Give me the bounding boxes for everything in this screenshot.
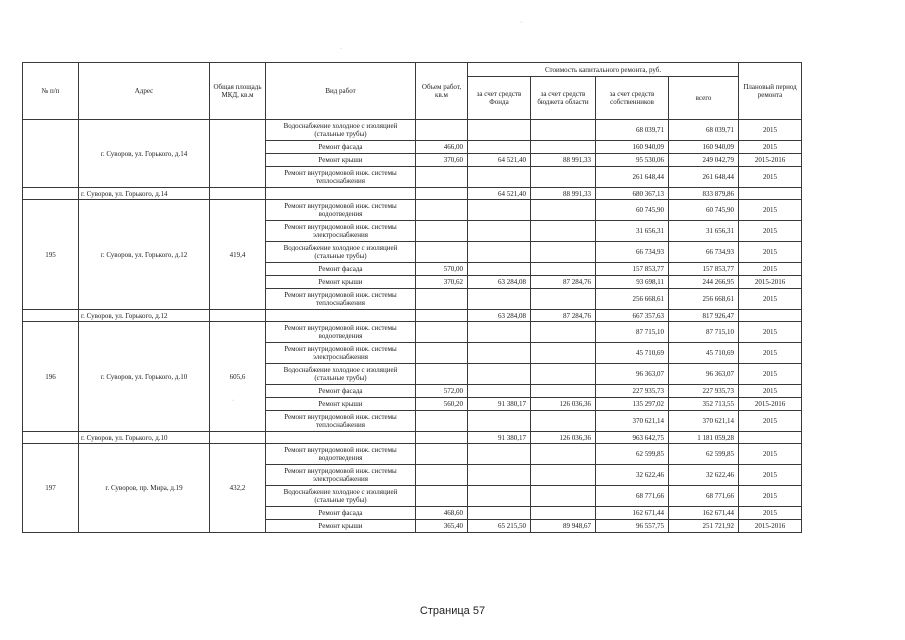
cell-volume — [416, 444, 468, 465]
cell-fund — [468, 486, 531, 507]
empty-cell — [266, 310, 416, 322]
cell-own: 62 599,85 — [596, 444, 669, 465]
cell-total: 62 599,85 — [669, 444, 739, 465]
cell-budget — [531, 221, 596, 242]
total-budget: 88 991,33 — [531, 188, 596, 200]
cell-fund: 91 380,17 — [468, 398, 531, 411]
total-total: 817 926,47 — [669, 310, 739, 322]
empty-cell — [210, 310, 266, 322]
cell-period: 2015 — [739, 385, 802, 398]
cell-own: 370 621,14 — [596, 411, 669, 432]
total-label: г. Суворов, ул. Горького, д.12 — [79, 310, 210, 322]
cell-period: 2015 — [739, 167, 802, 188]
total-total: 833 879,86 — [669, 188, 739, 200]
cell-period: 2015 — [739, 507, 802, 520]
scan-speck: · — [340, 46, 342, 52]
cell-budget — [531, 242, 596, 263]
cell-fund — [468, 242, 531, 263]
row-number: 196 — [23, 322, 79, 432]
cell-total: 370 621,14 — [669, 411, 739, 432]
row-number: 195 — [23, 200, 79, 310]
cell-total: 45 710,69 — [669, 343, 739, 364]
cell-own: 162 671,44 — [596, 507, 669, 520]
cell-budget: 88 991,33 — [531, 154, 596, 167]
cell-work: Водоснабжение холодное с изоляцией (стальные трубы) — [266, 120, 416, 141]
cell-period: 2015 — [739, 444, 802, 465]
cell-fund — [468, 322, 531, 343]
total-own: 667 357,63 — [596, 310, 669, 322]
total-fund: 91 380,17 — [468, 432, 531, 444]
cell-total: 68 771,66 — [669, 486, 739, 507]
cell-work: Ремонт фасада — [266, 141, 416, 154]
cell-total: 157 853,77 — [669, 263, 739, 276]
cell-own: 60 745,90 — [596, 200, 669, 221]
cell-fund — [468, 364, 531, 385]
total-own: 963 642,75 — [596, 432, 669, 444]
page-number: Страница 57 — [419, 605, 486, 617]
cell-total: 352 713,55 — [669, 398, 739, 411]
cell-volume — [416, 343, 468, 364]
table-row — [23, 444, 802, 465]
cell-budget — [531, 444, 596, 465]
cell-volume: 560,20 — [416, 398, 468, 411]
cell-work: Ремонт внутридомовой инж. системы теплоснабжения — [266, 289, 416, 310]
row-address: г. Суворов, ул. Горького, д.10 — [79, 322, 210, 432]
cell-fund — [468, 263, 531, 276]
total-budget: 126 036,36 — [531, 432, 596, 444]
empty-cell — [739, 310, 802, 322]
cell-volume — [416, 322, 468, 343]
row-address: г. Суворов, пр. Мира, д.19 — [79, 444, 210, 533]
cell-period: 2015 — [739, 263, 802, 276]
total-total: 1 181 059,28 — [669, 432, 739, 444]
cell-fund — [468, 385, 531, 398]
cell-fund — [468, 141, 531, 154]
cell-work: Ремонт фасада — [266, 263, 416, 276]
empty-cell — [416, 310, 468, 322]
cell-work: Ремонт внутридомовой инж. системы водоотведения — [266, 200, 416, 221]
table-row — [23, 120, 802, 141]
cell-work: Ремонт крыши — [266, 520, 416, 533]
cell-budget — [531, 385, 596, 398]
table-body — [23, 120, 802, 533]
empty-cell — [266, 188, 416, 200]
row-address: г. Суворов, ул. Горького, д.14 — [79, 120, 210, 188]
cell-fund — [468, 221, 531, 242]
cell-budget — [531, 141, 596, 154]
cell-fund — [468, 507, 531, 520]
cell-work: Ремонт внутридомовой инж. системы водоотведения — [266, 444, 416, 465]
cell-volume: 466,00 — [416, 141, 468, 154]
cell-fund — [468, 167, 531, 188]
header-cost-group: Стоимость капитального ремонта, руб. — [468, 63, 739, 77]
cell-volume — [416, 411, 468, 432]
cell-period: 2015 — [739, 120, 802, 141]
header-total: всего — [669, 77, 739, 120]
cell-work: Ремонт внутридомовой инж. системы водоотведения — [266, 322, 416, 343]
cell-total: 96 363,07 — [669, 364, 739, 385]
cell-work: Ремонт внутридомовой инж. системы электроснабжения — [266, 221, 416, 242]
header-fund: за счет средств Фонда — [468, 77, 531, 120]
cell-own: 227 935,73 — [596, 385, 669, 398]
cell-fund: 63 284,08 — [468, 276, 531, 289]
cell-total: 261 648,44 — [669, 167, 739, 188]
cell-work: Ремонт внутридомовой инж. системы электроснабжения — [266, 465, 416, 486]
total-fund: 63 284,08 — [468, 310, 531, 322]
cell-period: 2015 — [739, 200, 802, 221]
cell-budget — [531, 507, 596, 520]
cell-fund — [468, 444, 531, 465]
cell-total: 244 266,95 — [669, 276, 739, 289]
header-period: Плановый период ремонта — [739, 63, 802, 120]
row-area: 605,6 — [210, 322, 266, 432]
table-header — [23, 63, 802, 120]
header-own: за счет средств собственников — [596, 77, 669, 120]
cell-period: 2015 — [739, 465, 802, 486]
cell-fund — [468, 200, 531, 221]
row-number: 197 — [23, 444, 79, 533]
cell-period: 2015 — [739, 343, 802, 364]
cell-budget — [531, 411, 596, 432]
cell-own: 256 668,61 — [596, 289, 669, 310]
cell-volume — [416, 221, 468, 242]
cell-fund — [468, 411, 531, 432]
cell-volume: 370,62 — [416, 276, 468, 289]
cell-period: 2015-2016 — [739, 398, 802, 411]
header-work: Вид работ — [266, 63, 416, 120]
cell-own: 68 771,66 — [596, 486, 669, 507]
cell-period: 2015 — [739, 242, 802, 263]
cell-volume — [416, 242, 468, 263]
cell-own: 31 656,31 — [596, 221, 669, 242]
cell-volume — [416, 167, 468, 188]
empty-cell — [739, 432, 802, 444]
cell-work: Водоснабжение холодное с изоляцией (стальные трубы) — [266, 364, 416, 385]
header-address: Адрес — [79, 63, 210, 120]
empty-cell — [266, 432, 416, 444]
cell-period: 2015-2016 — [739, 520, 802, 533]
cell-budget — [531, 343, 596, 364]
cell-fund — [468, 120, 531, 141]
empty-cell — [23, 310, 79, 322]
cell-period: 2015 — [739, 221, 802, 242]
cell-work: Водоснабжение холодное с изоляцией (стальные трубы) — [266, 242, 416, 263]
cell-budget — [531, 200, 596, 221]
cell-budget — [531, 289, 596, 310]
cell-total: 32 622,46 — [669, 465, 739, 486]
cell-own: 96 557,75 — [596, 520, 669, 533]
cell-period: 2015 — [739, 322, 802, 343]
cell-own: 261 648,44 — [596, 167, 669, 188]
empty-cell — [739, 188, 802, 200]
cell-total: 160 940,09 — [669, 141, 739, 154]
total-row — [23, 310, 802, 322]
row-area: 419,4 — [210, 200, 266, 310]
cell-period: 2015 — [739, 289, 802, 310]
scan-speck: · — [520, 20, 522, 26]
cell-period: 2015 — [739, 486, 802, 507]
total-label: г. Суворов, ул. Горького, д.10 — [79, 432, 210, 444]
cell-budget: 87 284,76 — [531, 276, 596, 289]
cell-period: 2015 — [739, 411, 802, 432]
cell-total: 162 671,44 — [669, 507, 739, 520]
cell-total: 87 715,10 — [669, 322, 739, 343]
header-volume: Объем работ, кв.м — [416, 63, 468, 120]
cell-period: 2015 — [739, 364, 802, 385]
cell-total: 251 721,92 — [669, 520, 739, 533]
row-address: г. Суворов, ул. Горького, д.12 — [79, 200, 210, 310]
empty-cell — [416, 188, 468, 200]
cell-total: 256 668,61 — [669, 289, 739, 310]
row-number — [23, 120, 79, 188]
empty-cell — [210, 188, 266, 200]
table-row — [23, 200, 802, 221]
cell-total: 227 935,73 — [669, 385, 739, 398]
cell-volume: 570,00 — [416, 263, 468, 276]
cell-volume: 572,00 — [416, 385, 468, 398]
cell-budget — [531, 167, 596, 188]
cell-own: 135 297,02 — [596, 398, 669, 411]
cell-volume: 370,60 — [416, 154, 468, 167]
empty-cell — [416, 432, 468, 444]
cell-own: 66 734,93 — [596, 242, 669, 263]
cell-volume — [416, 289, 468, 310]
cell-volume — [416, 486, 468, 507]
table-row — [23, 322, 802, 343]
cell-work: Водоснабжение холодное с изоляцией (стальные трубы) — [266, 486, 416, 507]
total-own: 680 367,13 — [596, 188, 669, 200]
row-area — [210, 120, 266, 188]
cell-work: Ремонт фасада — [266, 385, 416, 398]
row-area: 432,2 — [210, 444, 266, 533]
total-row — [23, 188, 802, 200]
cell-fund — [468, 343, 531, 364]
cell-total: 60 745,90 — [669, 200, 739, 221]
cell-volume — [416, 364, 468, 385]
cell-work: Ремонт фасада — [266, 507, 416, 520]
cell-budget — [531, 322, 596, 343]
cell-budget — [531, 486, 596, 507]
total-fund: 64 521,40 — [468, 188, 531, 200]
cell-volume: 468,60 — [416, 507, 468, 520]
cell-fund — [468, 465, 531, 486]
cell-own: 95 530,06 — [596, 154, 669, 167]
cell-own: 160 940,09 — [596, 141, 669, 154]
cell-work: Ремонт крыши — [266, 276, 416, 289]
cell-volume: 365,40 — [416, 520, 468, 533]
cell-total: 249 042,79 — [669, 154, 739, 167]
cell-period: 2015-2016 — [739, 154, 802, 167]
cell-own: 87 715,10 — [596, 322, 669, 343]
cell-volume — [416, 465, 468, 486]
total-label: г. Суворов, ул. Горького, д.14 — [79, 188, 210, 200]
cell-budget — [531, 120, 596, 141]
cell-fund: 64 521,40 — [468, 154, 531, 167]
cell-own: 157 853,77 — [596, 263, 669, 276]
cell-own: 32 622,46 — [596, 465, 669, 486]
empty-cell — [210, 432, 266, 444]
cell-own: 96 363,07 — [596, 364, 669, 385]
total-row — [23, 432, 802, 444]
empty-cell — [23, 188, 79, 200]
cell-work: Ремонт крыши — [266, 154, 416, 167]
cell-budget — [531, 263, 596, 276]
cell-work: Ремонт внутридомовой инж. системы электроснабжения — [266, 343, 416, 364]
total-budget: 87 284,76 — [531, 310, 596, 322]
cell-total: 68 039,71 — [669, 120, 739, 141]
scan-speck: · — [232, 398, 234, 404]
cell-fund — [468, 289, 531, 310]
cell-total: 66 734,93 — [669, 242, 739, 263]
cell-own: 93 698,11 — [596, 276, 669, 289]
header-area: Общая площадь МКД, кв.м — [210, 63, 266, 120]
repair-table — [22, 62, 802, 533]
cell-period: 2015 — [739, 141, 802, 154]
cell-work: Ремонт крыши — [266, 398, 416, 411]
cell-volume — [416, 120, 468, 141]
cell-own: 45 710,69 — [596, 343, 669, 364]
header-num: № п/п — [23, 63, 79, 120]
cell-work: Ремонт внутридомовой инж. системы теплоснабжения — [266, 411, 416, 432]
cell-budget: 126 036,36 — [531, 398, 596, 411]
cell-budget — [531, 465, 596, 486]
cell-work: Ремонт внутридомовой инж. системы теплоснабжения — [266, 167, 416, 188]
cell-fund: 65 215,50 — [468, 520, 531, 533]
cell-total: 31 656,31 — [669, 221, 739, 242]
cell-budget: 89 948,67 — [531, 520, 596, 533]
header-budget: за счет средств бюджета области — [531, 77, 596, 120]
cell-own: 68 039,71 — [596, 120, 669, 141]
cell-volume — [416, 200, 468, 221]
cell-budget — [531, 364, 596, 385]
cell-period: 2015-2016 — [739, 276, 802, 289]
empty-cell — [23, 432, 79, 444]
